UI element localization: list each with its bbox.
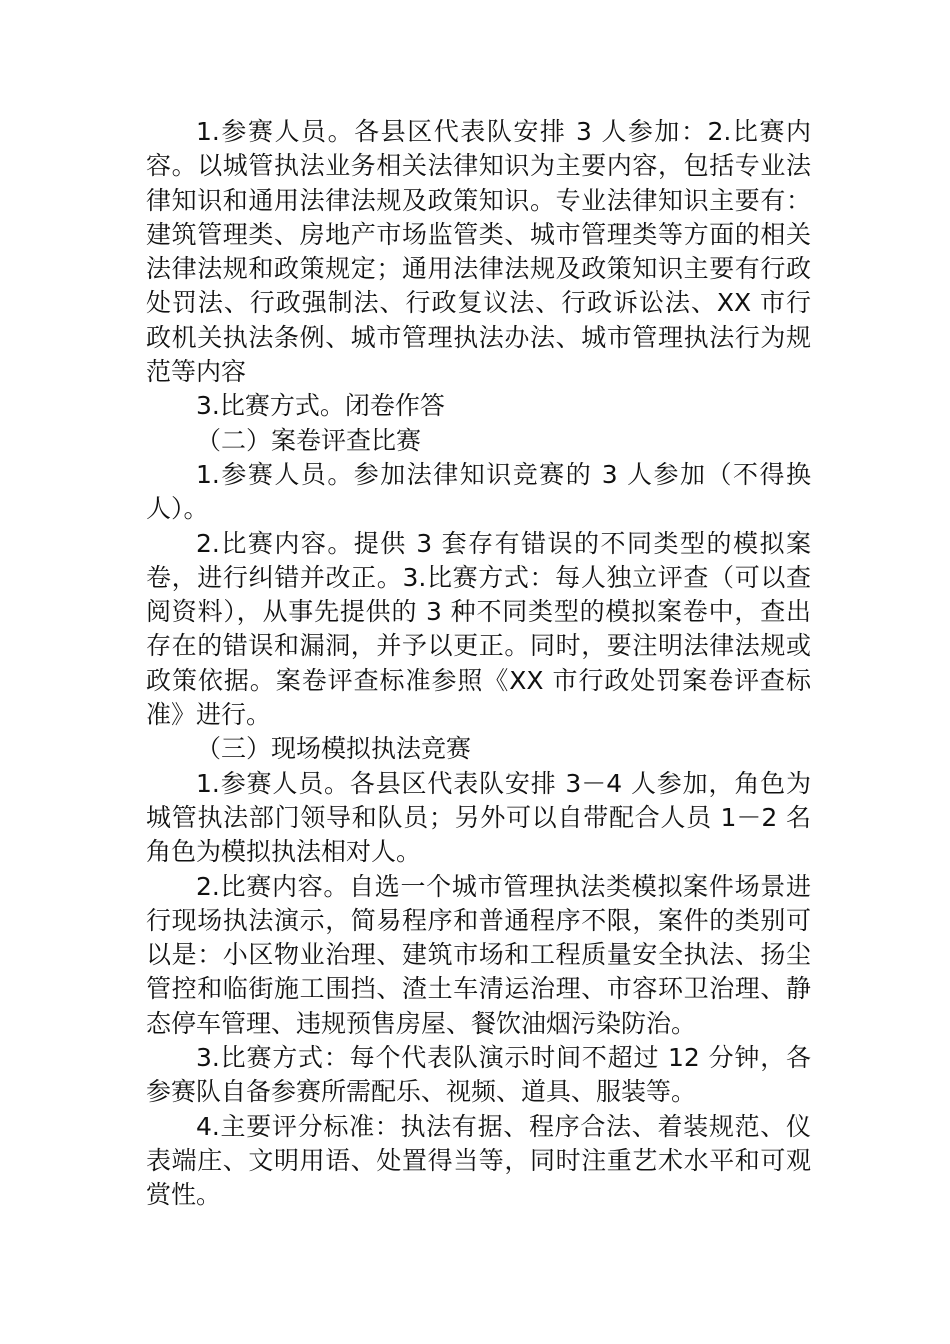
paragraph-scoring-criteria: 4.主要评分标准：执法有据、程序合法、着装规范、仪表端庄、文明用语、处置得当等，同时注重艺术水平和可观赏性。 [146,1111,811,1210]
document-body [146,115,811,1213]
paragraph-field-method: 3.比赛方式：每个代表队演示时间不超过 12 分钟，各参赛队自备参赛所需配乐、视频、道具、服装等。 [146,1043,811,1107]
paragraph-case-review-content: 2.比赛内容。提供 3 套存有错误的不同类型的模拟案卷，进行纠错并改正。3.比赛方式：每人独立评查（可以查阅资料），从事先提供的 3 种不同类型的模拟案卷中，查出存在的错误和漏洞，并予以更正。同时，要注明法律法规或政策依据。案卷评查标准参照《XX 市行政处罚案卷评查标准》进行。 [146,528,811,730]
paragraph-legal-knowledge: 1.参赛人员。各县区代表队安排 3 人参加：2.比赛内容。以城管执法业务相关法律知识为主要内容，包括专业法律知识和通用法律法规及政策知识。专业法律知识主要有：建筑管理类、房地产市场监管类、城市管理类等方面的相关法律法规和政策规定；通用法律法规及政策知识主要有行政处罚法、行政强制法、行政复议法、行政诉讼法、XX 市行政机关执法条例、城市管理执法办法、城市管理执法行为规范等内容 [146,117,811,387]
section-heading-field-simulation: （三）现场模拟执法竞赛 [196,734,472,764]
section-heading-case-review: （二）案卷评查比赛 [196,425,422,455]
paragraph-field-participants: 1.参赛人员。各县区代表队安排 3－4 人参加，角色为城管执法部门领导和队员；另外可以自带配合人员 1－2 名角色为模拟执法相对人。 [146,768,811,867]
paragraph-field-content: 2.比赛内容。自选一个城市管理执法类模拟案件场景进行现场执法演示，简易程序和普通程序不限，案件的类别可以是：小区物业治理、建筑市场和工程质量安全执法、扬尘管控和临街施工围挡、渣土车清运治理、市容环卫治理、静态停车管理、违规预售房屋、餐饮油烟污染防治。 [146,871,811,1038]
paragraph-case-review-participants: 1.参赛人员。参加法律知识竞赛的 3 人参加（不得换人）。 [146,459,811,524]
paragraph-competition-method: 3.比赛方式。闭卷作答 [196,391,445,421]
